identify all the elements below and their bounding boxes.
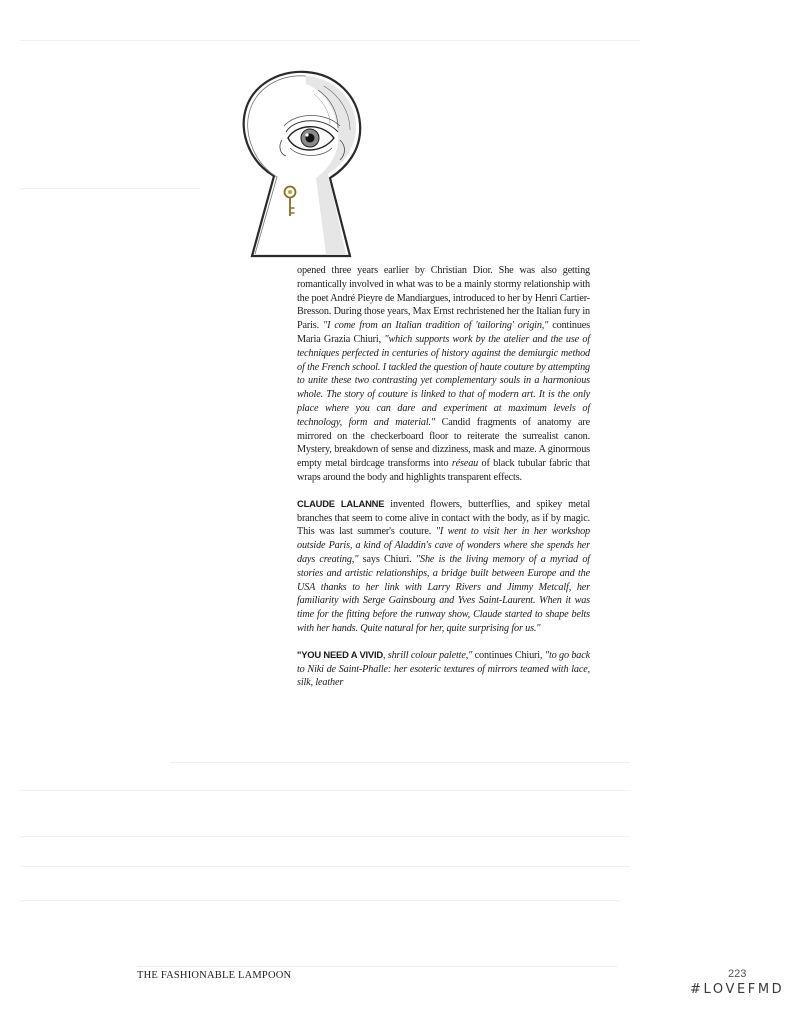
scan-line (170, 762, 630, 763)
watermark: #LOVEFMD (690, 982, 785, 997)
scan-line (20, 900, 620, 901)
quote: "She is the living memory of a myriad of stories and artistic relationships, a bridge built between Europe and the USA thanks to her link with Larry Rivers and Jimmy Metcalf, her familiarity with Serge Gainsbourg and Yves Saint-Laurent. When it was time for the fitting before the runway show, Claude started to shape belts with her hands. Quite natural for her, quite surprising for us." (297, 553, 590, 634)
quote: "I went to visit her in her workshop outside Paris, a kind of Aladdin's cave of wonders where she spends her days creating," (297, 526, 590, 565)
keyhole-eye-key-icon (230, 66, 380, 262)
magazine-title: THE FASHIONABLE LAMPOON (137, 970, 292, 981)
quote: "to go back to Niki de Saint-Phalle: her esoteric textures of mirrors teamed with lace, silk, leather (297, 649, 590, 689)
paragraph (297, 497, 590, 636)
paragraph (297, 648, 590, 690)
scan-line (20, 188, 200, 189)
italic-word: réseau (451, 458, 479, 470)
paragraph-text: continues Maria Grazia Chiuri, (297, 320, 590, 345)
paragraph-text: continues Chiuri, (472, 649, 545, 661)
quote: , shrill colour palette," (382, 649, 473, 661)
paragraph-lead: "YOU NEED A VIVID (297, 648, 383, 660)
scan-line (20, 790, 630, 791)
scan-line (20, 40, 640, 41)
paragraph-text: invented flowers, butterflies, and spikey metal branches that seem to come alive in contact with the body, as if by magic. This was last summer's couture. (297, 498, 591, 538)
page-number: 223 (728, 968, 747, 980)
scan-line (20, 836, 630, 837)
footer-divider (137, 966, 617, 967)
paragraph-lead: CLAUDE LALANNE (297, 497, 385, 509)
scan-line (20, 866, 630, 867)
quote: "I come from an Italian tradition of 'tailoring' origin," (323, 320, 549, 332)
paragraph (297, 264, 590, 485)
article-body (297, 264, 590, 702)
paragraph-text: Candid fragments of anatomy are mirrored on the checkerboard floor to reiterate the surrealist canon. Mystery, breakdown of sense and dizziness, mask and maze. A ginormous empty metal birdcage transforms into (297, 416, 591, 470)
paragraph-text: of black tubular fabric that wraps around the body and highlights transparent effects. (297, 458, 590, 483)
quote: "which supports work by the atelier and the use of techniques perfected in centuries of history against the demiurgic method of the French school. I tackled the question of haute couture by attempting to unite these two contrasting yet complementary souls in a harmonious whole. The story of couture is linked to that of modern art. It is the only place where you can dare and experiment at maximum levels of technology, form and material." (297, 333, 590, 428)
paragraph-text: says Chiuri. (358, 553, 416, 565)
paragraph-text: opened three years earlier by Christian Dior. She was also getting romantically involved in what was to be a mainly stormy relationship with the poet André Pieyre de Mandiargues, introduced to her by Henri Cartier-Bresson. During those years, Max Ernst rechristened her the Italian fury in Paris. (297, 265, 590, 332)
